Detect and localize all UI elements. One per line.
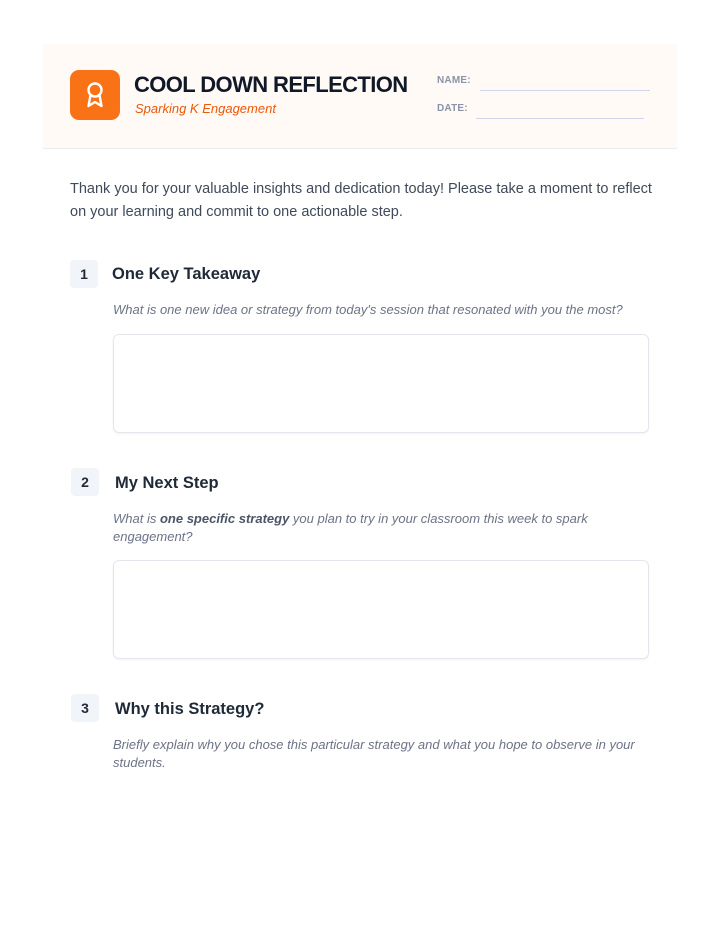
- name-field[interactable]: [480, 90, 650, 91]
- section-1-title: One Key Takeaway: [112, 265, 261, 283]
- section-3-prompt: Briefly explain why you chose this particular strategy and what you hope to observe in your students.: [113, 737, 635, 770]
- section-3-number: 3: [71, 694, 99, 722]
- section-2-number: 2: [71, 468, 99, 496]
- section-1-number: 1: [70, 260, 98, 288]
- logo: [70, 70, 120, 120]
- intro-text: Thank you for your valuable insights and dedication today! Please take a moment to reflect on your learning and commit to one actionable step.: [70, 181, 652, 220]
- section-1-prompt: What is one new idea or strategy from today's session that resonated with you the most?: [113, 302, 623, 317]
- section-2-prompt-end: you plan to try in your classroom this week to spark engagement?: [113, 511, 588, 544]
- worksheet-header: [43, 44, 677, 149]
- page-subtitle: Sparking K Engagement: [135, 101, 276, 116]
- section-2-prompt-start: What is: [113, 511, 160, 526]
- section-2-prompt: [113, 510, 661, 546]
- next-step-answer-box[interactable]: [113, 560, 649, 659]
- date-label: DATE:: [437, 103, 468, 114]
- section-2-title: My Next Step: [115, 474, 219, 492]
- name-label: NAME:: [437, 75, 471, 86]
- award-ribbon-icon: [83, 81, 107, 109]
- page-title: COOL DOWN REFLECTION: [134, 72, 408, 97]
- date-field[interactable]: [476, 118, 644, 119]
- section-3-title: Why this Strategy?: [115, 700, 265, 718]
- takeaway-answer-box[interactable]: [113, 334, 649, 433]
- section-2-prompt-emphasis: one specific strategy: [159, 511, 290, 526]
